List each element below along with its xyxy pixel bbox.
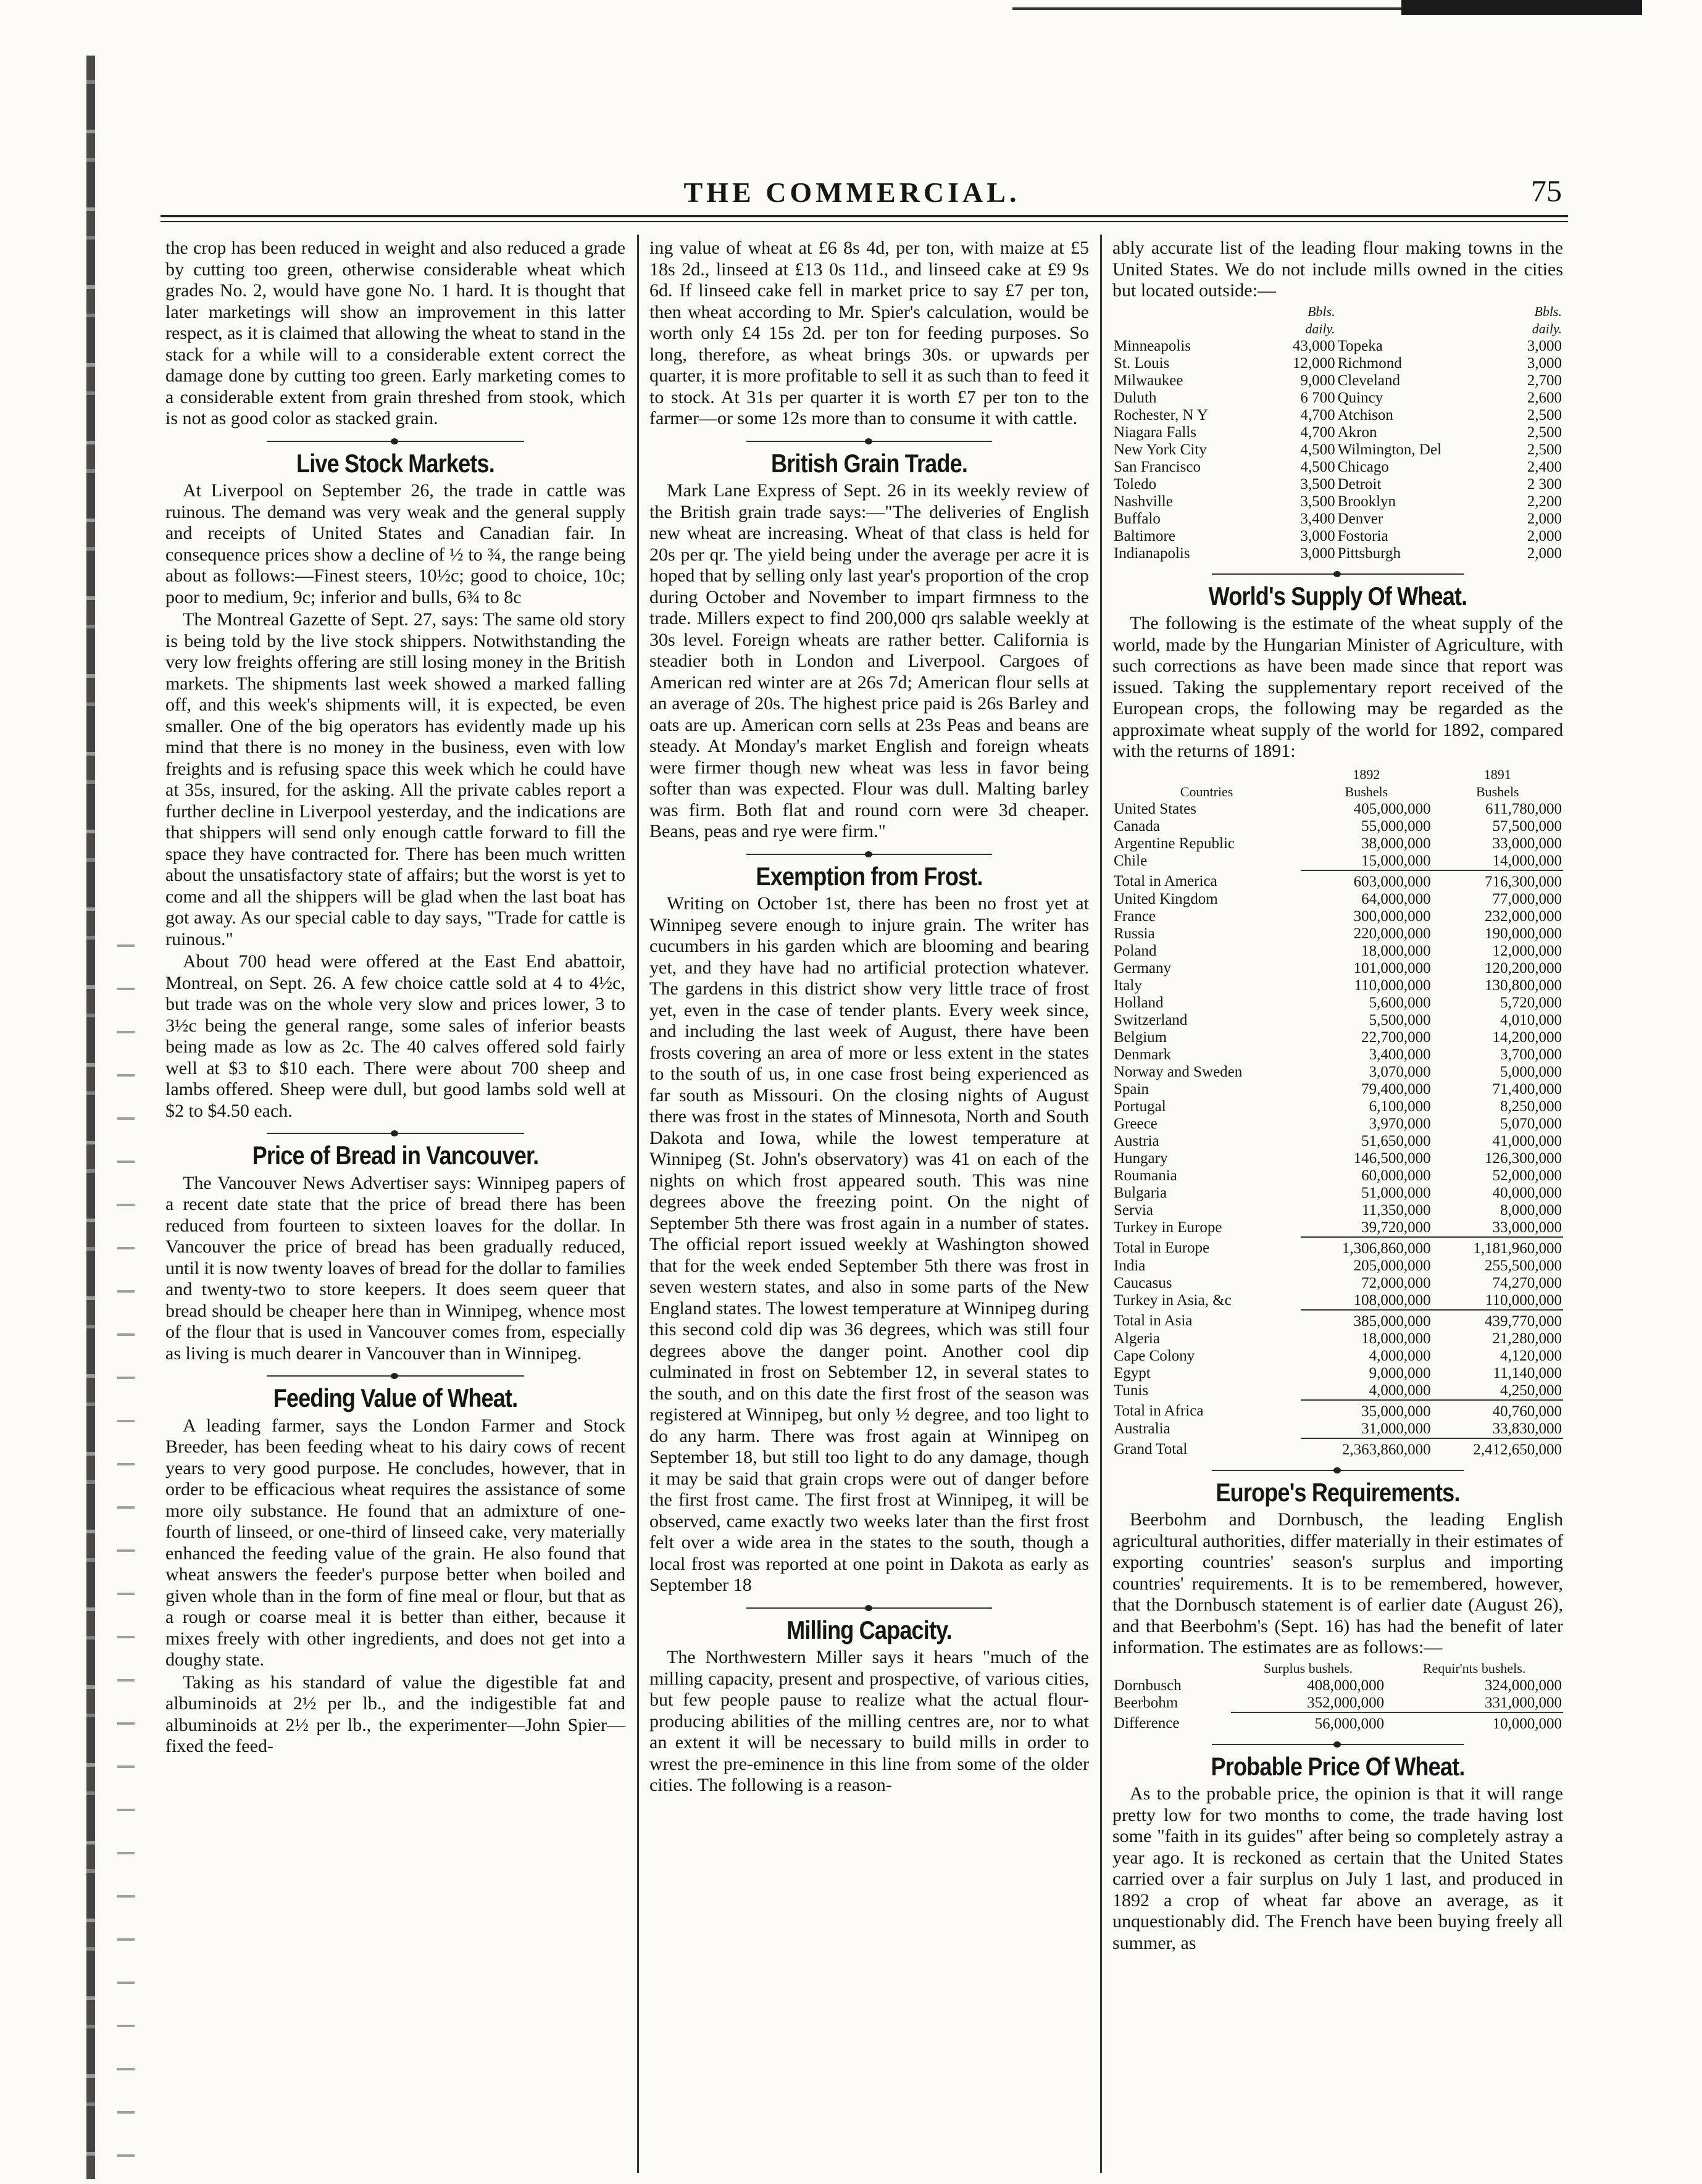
cell-value: 220,000,000 (1353, 925, 1431, 942)
cell-value: 3,000 (1527, 354, 1562, 372)
cell-value: 2,000 (1527, 510, 1562, 527)
table-row (1112, 1237, 1563, 1257)
heading-feeding-value: Feeding Value of Wheat. (273, 1383, 518, 1412)
cell-label: Richmond (1337, 354, 1402, 372)
cell-value: 2,200 (1527, 493, 1562, 510)
cell-value: 1,181,960,000 (1432, 1237, 1563, 1257)
table-row (1112, 1012, 1563, 1029)
cell-label: Toledo (1114, 475, 1157, 493)
cell-label: Minneapolis (1114, 337, 1191, 354)
cell-label: Milwaukee (1114, 372, 1183, 389)
heading-probable-price: Probable Price Of Wheat. (1211, 1751, 1465, 1781)
cell-value: 18,000,000 (1361, 942, 1431, 959)
cell-value: 3,400 (1300, 510, 1335, 527)
cell-value: 12,000,000 (1492, 942, 1562, 959)
cell-value: 33,000,000 (1492, 835, 1562, 852)
cell-label: United States (1114, 800, 1197, 817)
table-row (1112, 1382, 1563, 1400)
cell-value: 10,000,000 (1385, 1712, 1563, 1733)
cell-label: Argentine Republic (1114, 835, 1235, 852)
cell-label: Nashville (1114, 493, 1173, 510)
cell-value: 40,760,000 (1432, 1400, 1563, 1420)
cell-value: 5,600,000 (1369, 994, 1431, 1011)
table-row (1112, 1081, 1563, 1098)
table-row (1112, 1133, 1563, 1150)
cell-label: St. Louis (1114, 354, 1170, 372)
paragraph: Beerbohm and Dornbusch, the leading English agricultural authorities, differ materially in their estimates of exporting countries' season's surplus and importing countries' requirements. It is to be remembered, however, that the Dornbusch statement is of earlier date (August 26), and that Beerbohm's (Sept. 16) has had the benefit of later information. The estimates are as follows:— (1112, 1509, 1563, 1657)
cell-value: 9,000,000 (1369, 1364, 1431, 1382)
cell-label: Brooklyn (1337, 493, 1396, 510)
table-row (1112, 424, 1563, 441)
col-header-requirements: Requir'nts bushels. (1422, 1660, 1526, 1676)
cell-value: 57,500,000 (1492, 817, 1562, 835)
cell-label: Algeria (1114, 1330, 1160, 1347)
cell-value: 4,010,000 (1500, 1011, 1562, 1028)
cell-value: 79,400,000 (1361, 1080, 1431, 1098)
cell-value: 11,140,000 (1493, 1364, 1562, 1382)
cell-value: 3,700,000 (1500, 1046, 1562, 1063)
cell-value: 2,500 (1527, 406, 1562, 423)
cell-value: 300,000,000 (1353, 907, 1431, 925)
table-row (1112, 1365, 1563, 1382)
paragraph: The following is the estimate of the wheat supply of the world, made by the Hungarian Minister of Agriculture, with such corrections as have been made since that report was issued. Taking the supplementary report received of the European crops, the following may be regarded as the approximate wheat supply of the world for 1892, compared with the returns of 1891: (1112, 613, 1563, 761)
cell-value: 18,000,000 (1361, 1330, 1431, 1347)
cell-value: 39,720,000 (1361, 1219, 1431, 1236)
cell-value: 385,000,000 (1301, 1310, 1432, 1330)
col-header-countries: Countries (1180, 783, 1233, 799)
table-row (1112, 925, 1563, 943)
cell-value: 38,000,000 (1361, 835, 1431, 852)
cell-label: Spain (1114, 1080, 1149, 1098)
separator (649, 851, 1089, 857)
cell-value: 21,280,000 (1492, 1330, 1562, 1347)
heading-live-stock: Live Stock Markets. (296, 448, 494, 478)
cell-label: Topeka (1337, 337, 1383, 354)
mills-table (1112, 303, 1563, 562)
cell-label: France (1114, 907, 1156, 925)
cell-value: 56,000,000 (1231, 1712, 1385, 1733)
cell-value: 126,300,000 (1485, 1149, 1562, 1167)
separator (649, 438, 1089, 444)
cell-value: 2,000 (1527, 527, 1562, 544)
table-row (1112, 407, 1563, 424)
cell-value: 6 700 (1300, 389, 1335, 406)
cell-value: 22,700,000 (1361, 1028, 1431, 1046)
separator (1112, 1741, 1563, 1748)
cell-label: Baltimore (1114, 527, 1175, 544)
table-row (1112, 372, 1563, 390)
cell-value: 31,000,000 (1361, 1420, 1431, 1437)
col-header-surplus: Surplus bushels. (1263, 1660, 1353, 1676)
table-row (1112, 1219, 1563, 1237)
cell-label: Fostoria (1337, 527, 1388, 544)
table-row (1112, 835, 1563, 852)
milling-continued: ably accurate list of the leading flour making towns in the United States. We do not include mills owned in the cities but located outside:— (1112, 238, 1563, 301)
cell-value: 4,500 (1300, 458, 1335, 475)
cell-value: 205,000,000 (1353, 1257, 1431, 1274)
cell-value: 51,000,000 (1361, 1184, 1431, 1201)
cell-value: 2,363,860,000 (1301, 1438, 1432, 1459)
cell-value: 8,250,000 (1500, 1098, 1562, 1115)
cell-value: 352,000,000 (1307, 1694, 1385, 1711)
col-header-unit: Bushels (1345, 783, 1388, 799)
cell-value: 4,250,000 (1500, 1382, 1562, 1399)
table-row (1112, 870, 1563, 891)
paragraph: The Vancouver News Advertiser says: Winnipeg papers of a recent date state that the price of bread there has been reduced from fourteen to sixteen loaves for the dollar. In Vancouver the price of bread has been gradually reduced, until it is now twenty loaves of bread for the dollar to families and twenty-two to store keepers. It does seem queer that bread should be cheaper here than in Winnipeg, whence most of the flour that is used in Vancouver comes from, especially as living is much dearer in Vancouver than in Winnipeg. (165, 1172, 625, 1364)
cell-label: Greece (1114, 1115, 1158, 1132)
crop-paragraph: the crop has been reduced in weight and also reduced a grade by cutting too green, otherwise considerable wheat which grades No. 2, would have gone No. 1 hard. It is thought that later marketings will show an improvement in this latter respect, as it is claimed that allowing the wheat to stand in the stack for a while will to a considerable extent correct the damage done by cutting too green. Early marketing comes to a considerable extent from grain threshed from stook, which is not as good color as stacked grain. (165, 238, 625, 428)
page-number: 75 (1531, 173, 1562, 208)
table-row (1112, 852, 1563, 870)
cell-value: 11,350,000 (1362, 1201, 1431, 1219)
table-row (1112, 1275, 1563, 1292)
cell-value: 439,770,000 (1432, 1310, 1563, 1330)
cell-label: Hungary (1114, 1149, 1168, 1167)
cell-label: Niagara Falls (1114, 423, 1196, 441)
table-row (1112, 459, 1563, 476)
cell-value: 3,000 (1300, 544, 1335, 562)
cell-label: Grand Total (1114, 1440, 1188, 1457)
table-row (1112, 338, 1563, 355)
cell-label: Wilmington, Del (1337, 441, 1442, 458)
cell-value: 101,000,000 (1353, 959, 1431, 977)
table-row (1112, 891, 1563, 908)
cell-label: Italy (1114, 977, 1142, 994)
cell-value: 5,000,000 (1500, 1063, 1562, 1080)
heading-bread-vancouver: Price of Bread in Vancouver. (252, 1141, 539, 1170)
unit-label: Bbls. (1534, 303, 1562, 319)
cell-value: 74,270,000 (1492, 1274, 1562, 1291)
cell-value: 611,780,000 (1485, 800, 1562, 817)
cell-label: Holland (1114, 994, 1164, 1011)
cell-label: Caucasus (1114, 1274, 1172, 1291)
cell-value: 190,000,000 (1485, 925, 1562, 942)
table-row (1112, 960, 1563, 977)
cell-label: Denmark (1114, 1046, 1172, 1063)
wheat-supply-table (1112, 766, 1563, 1459)
cell-value: 2,600 (1527, 389, 1562, 406)
cell-value: 33,000,000 (1492, 1219, 1562, 1236)
top-scan-bar (1012, 0, 1642, 19)
cell-label: Quincy (1337, 389, 1383, 406)
cell-value: 331,000,000 (1485, 1694, 1562, 1711)
cell-value: 3,070,000 (1369, 1063, 1431, 1080)
cell-label: Australia (1114, 1420, 1170, 1437)
heading-world-supply: World's Supply Of Wheat. (1208, 581, 1467, 611)
cell-label: Switzerland (1114, 1011, 1188, 1028)
table-row (1112, 1330, 1563, 1348)
cell-label: New York City (1114, 441, 1207, 458)
cell-label: Russia (1114, 925, 1155, 942)
cell-value: 43,000 (1292, 337, 1335, 354)
cell-value: 4,120,000 (1500, 1347, 1562, 1364)
cell-value: 2,500 (1527, 441, 1562, 458)
cell-label: United Kingdom (1114, 890, 1218, 907)
cell-value: 14,200,000 (1492, 1028, 1562, 1046)
masthead-title: THE COMMERCIAL. (683, 177, 1020, 208)
cell-value: 110,000,000 (1485, 1291, 1562, 1309)
table-row (1112, 355, 1563, 372)
cell-label: Poland (1114, 942, 1157, 959)
cell-value: 52,000,000 (1492, 1167, 1562, 1184)
paragraph: The Montreal Gazette of Sept. 27, says: The same old story is being told by the live stock shippers. Notwithstanding the very low freights offering are still losing money in the British markets. The shipments last week showed a marked falling off, and this week's shipments will, it is expected, be even smaller. One of the big operators has evidently made up his mind that there is no money in the business, even with low freights and is refusing space this week which he could have at 35s, insured, for the asking. All the private cables report a further decline in Liverpool yesterday, and the indications are that shippers will send only enough cattle forward to fill the space they have contracted for. There has been much written about the unsatisfactory state of affairs; but the worst is yet to come and all the shippers will be glad when the last boat has got away. As our special cable to day says, "Trade for cattle is ruinous." (165, 609, 625, 949)
cell-label: Cape Colony (1114, 1347, 1195, 1364)
table-row (1112, 493, 1563, 511)
cell-value: 8,000,000 (1500, 1201, 1562, 1219)
paragraph: Mark Lane Express of Sept. 26 in its weekly review of the British grain trade says:—"The deliveries of English new wheat are increasing. Wheat of that class is held for 20s per qr. The yield being under the average per acre it is hoped that by selling only last year's proportion of the crop during October and November to impart firmness to the trade. Millers expect to find 200,000 qrs salable weekly at 30s level. Foreign wheats are rather better. California is steadier both in London and Liverpool. Cargoes of American red winter are at 26s 7d; American flour sells at an average of 20s. The highest price paid is 26s Barley and oats are up. American corn sells at 23s Peas and beans are steady. At Monday's market English and foreign wheats were firmer though new wheat was less in favor being softer than was expected. Flour was dull. Malting barley was firm. Both flat and round corn were 3d cheaper. Beans, peas and rye were firm." (649, 480, 1089, 841)
cell-label: Cleveland (1337, 372, 1400, 389)
cell-value: 55,000,000 (1361, 817, 1431, 835)
table-row (1112, 943, 1563, 960)
cell-label: Indianapolis (1114, 544, 1190, 562)
paragraph: About 700 head were offered at the East End abattoir, Montreal, on Sept. 26. A few choice cattle sold at 4 to 4½c, but trade was on the whole very slow and prices lower, 3 to 3½c being the general range, some sales of inferior beasts being made as low as 2c. The 40 calves offered sold fairly well at $3 to $10 each. There were about 700 sheep and lambs offered. Sheep were dull, but good lambs sold well at $2 to $4.50 each. (165, 951, 625, 1121)
cell-value: 3,000 (1300, 527, 1335, 544)
cell-label: Bulgaria (1114, 1184, 1167, 1201)
table-row (1112, 528, 1563, 545)
cell-label: Belgium (1114, 1028, 1167, 1046)
cell-value: 51,650,000 (1361, 1132, 1431, 1149)
cell-value: 3,000 (1527, 337, 1562, 354)
table-row (1112, 1348, 1563, 1365)
cell-label: Duluth (1114, 389, 1157, 406)
cell-value: 5,070,000 (1500, 1115, 1562, 1132)
table-row (1112, 801, 1563, 818)
cell-value: 405,000,000 (1353, 800, 1431, 817)
cell-label: Buffalo (1114, 510, 1161, 527)
table-row (1112, 1257, 1563, 1275)
cell-value: 108,000,000 (1353, 1291, 1431, 1309)
col-header-unit: Bushels (1475, 783, 1519, 799)
cell-value: 5,720,000 (1500, 994, 1562, 1011)
cell-value: 1,306,860,000 (1301, 1237, 1432, 1257)
table-row (1112, 1438, 1563, 1459)
cell-value: 2,000 (1527, 544, 1562, 562)
binding-edge (86, 56, 95, 2179)
table-row (1112, 977, 1563, 994)
table-row (1112, 1202, 1563, 1219)
separator (649, 1605, 1089, 1611)
column-divider-2 (1100, 235, 1102, 2173)
cell-value: 4,700 (1300, 406, 1335, 423)
cell-value: 4,700 (1300, 423, 1335, 441)
cell-label: Tunis (1114, 1382, 1149, 1399)
cell-label: Egypt (1114, 1364, 1151, 1382)
cell-value: 14,000,000 (1492, 852, 1562, 869)
cell-value: 72,000,000 (1361, 1274, 1431, 1291)
cell-value: 146,500,000 (1353, 1149, 1431, 1167)
cell-label: Pittsburgh (1337, 544, 1401, 562)
col-header-1891: 1891 (1483, 766, 1511, 782)
cell-label: Dornbusch (1114, 1677, 1182, 1694)
table-row (1112, 1046, 1563, 1064)
cell-value: 3,500 (1300, 493, 1335, 510)
cell-value: 4,000,000 (1369, 1382, 1431, 1399)
feeding-continued: ing value of wheat at £6 8s 4d, per ton, with maize at £5 18s 2d., linseed at £13 0s 11d., and linseed cake at £9 9s 6d. If linseed cake fell in market price to say £7 per ton, then wheat according to Mr. Spier's calculation, would be worth only £4 15s 2d. per ton for feeding purposes. So long, therefore, as wheat brings 30s. or upwards per quarter, it is more profitable to sell it as such than to feed it to stock. At 31s per quarter it is worth £7 per ton to the farmer—or some 12s more than to consume it with cattle. (649, 238, 1089, 428)
cell-value: 324,000,000 (1485, 1677, 1562, 1694)
paragraph: A leading farmer, says the London Farmer and Stock Breeder, has been feeding wheat to his dairy cows of recent years to very good purpose. He concludes, however, that in order to be efficacious wheat requires the assistance of some more oily substance. He found that an admixture of one-fourth of linseed, or one-third of linseed cake, very materially enhanced the feeding value of the grain. He also found that wheat answers the feeder's purpose better when boiled and given whole than in the form of fine meal or flour, but that as a rough or coarse meal it is better than either, because it mixes freely with other ingredients, and does not get into a doughy state. (165, 1415, 625, 1670)
table-row (1112, 1420, 1563, 1438)
column-divider-1 (637, 235, 639, 2173)
cell-label: Denver (1337, 510, 1383, 527)
cell-value: 232,000,000 (1485, 907, 1562, 925)
header-rule (161, 215, 1568, 217)
heading-milling-capacity: Milling Capacity. (786, 1615, 952, 1644)
cell-label: Norway and Sweden (1114, 1063, 1243, 1080)
paragraph: As to the probable price, the opinion is that it will range pretty low for two months to come, the trade having lost some "faith in its guides" after being so completely astray a year ago. It is reckoned as certain that the United States carried over a fair surplus on July 1 last, and produced in 1892 a crop of wheat far above an average, as it unquestionably did. The French have been buying freely all summer, as (1112, 1783, 1563, 1953)
cell-value: 2 300 (1527, 475, 1562, 493)
binding-shadow (117, 926, 135, 2161)
table-row (1112, 511, 1563, 528)
cell-value: 9,000 (1300, 372, 1335, 389)
cell-label: Total in America (1114, 872, 1217, 890)
cell-label: Portugal (1114, 1098, 1166, 1115)
separator (165, 1373, 625, 1379)
cell-label: Servia (1114, 1201, 1153, 1219)
cell-value: 12,000 (1292, 354, 1335, 372)
cell-label: Difference (1114, 1714, 1180, 1732)
cell-label: Canada (1114, 817, 1160, 835)
table-row (1112, 1064, 1563, 1081)
paragraph: The Northwestern Miller says it hears "much of the milling capacity, present and prospective, of various cities, but few people pause to realize what the actual flour-producing abilities of the milling centres are, nor to what an extent it will be necessary to build mills in order to wrest the pre-eminence in this line from some of the older cities. The following is a reason- (649, 1647, 1089, 1795)
cell-label: Turkey in Europe (1114, 1219, 1222, 1236)
column-1 (165, 238, 625, 1759)
table-row (1112, 908, 1563, 925)
table-row (1112, 1677, 1563, 1694)
cell-value: 4,000,000 (1369, 1347, 1431, 1364)
heading-europe-requirements: Europe's Requirements. (1216, 1477, 1460, 1507)
table-row (1112, 1029, 1563, 1046)
cell-label: Austria (1114, 1132, 1159, 1149)
cell-label: Detroit (1337, 475, 1382, 493)
paragraph: Writing on October 1st, there has been no frost yet at Winnipeg severe enough to injure grain. The writer has cucumbers in his garden which are blooming and bearing yet, and they have had no artificial protection whatever. The gardens in this district show very little trace of frost yet, even in the case of tender plants. Every week since, and including the last week of August, there have been frosts covering an area of more or less extent in the states to the south of us, in one case frost being experienced as far south as Missouri. On the closing nights of August there was frost in the states of Minnesota, North and South Dakota and Iowa, while the lowest temperature at Winnipeg (St. John's observatory) was 41 on each of the nights on which frost appeared south. This was nine degrees above the freezing point. On the night of September 5th there was frost again in a number of states. The official report issued weekly at Washington showed that for the week ended September 5th there was frost in seven western states, and also in some parts of the New England states. The lowest temperature at Winnipeg during this second cold dip was 36 degrees, which was still four degrees above the danger point. Another cool dip culminated in frost on Sebtember 12, in several states to the south, and on this date the first frost of the season was registered at Winnipeg, but only ½ degree, and too light to do any harm. There was frost again at Winnipeg on September 18, but still too light to do any damage, though it may be said that grain crops were out of danger before the first frost came. The first frost at Winnipeg, it will be observed, came exactly two weeks later than the first frost felt over a wide area in the states to the south, though a local frost was reported at one point in Dakota as early as September 18 (649, 893, 1089, 1595)
cell-label: Chile (1114, 852, 1148, 869)
cell-value: 2,400 (1527, 458, 1562, 475)
table-row (1112, 1098, 1563, 1115)
col-header-1892: 1892 (1353, 766, 1380, 782)
table-row (1112, 1150, 1563, 1167)
cell-value: 3,970,000 (1369, 1115, 1431, 1132)
cell-value: 130,800,000 (1485, 977, 1562, 994)
table-row (1112, 1115, 1563, 1133)
table-row (1112, 1310, 1563, 1330)
cell-label: Beerbohm (1114, 1694, 1178, 1711)
table-row (1112, 545, 1563, 562)
cell-value: 603,000,000 (1301, 870, 1432, 891)
cell-label: Rochester, N Y (1114, 406, 1208, 423)
cell-label: Atchison (1337, 406, 1393, 423)
unit-label-2: daily. (1532, 320, 1562, 336)
cell-label: San Francisco (1114, 458, 1201, 475)
table-row (1112, 1292, 1563, 1310)
cell-value: 120,200,000 (1485, 959, 1562, 977)
heading-exemption-frost: Exemption from Frost. (756, 861, 983, 891)
cell-value: 40,000,000 (1492, 1184, 1562, 1201)
cell-value: 33,830,000 (1492, 1420, 1562, 1437)
unit-label-2: daily. (1305, 320, 1335, 336)
table-row (1112, 441, 1563, 459)
column-3 (1112, 238, 1563, 1955)
cell-value: 408,000,000 (1307, 1677, 1385, 1694)
cell-value: 2,412,650,000 (1432, 1438, 1563, 1459)
paragraph: Taking as his standard of value the digestible fat and albuminoids at 2½ per lb., and the indigestible fat and albuminoids at 2½ per lb., the experimenter—John Spier—fixed the feed- (165, 1672, 625, 1756)
table-row (1112, 818, 1563, 835)
cell-value: 41,000,000 (1492, 1132, 1562, 1149)
table-row (1112, 994, 1563, 1012)
cell-value: 255,500,000 (1485, 1257, 1562, 1274)
table-row (1112, 390, 1563, 407)
cell-label: Roumania (1114, 1167, 1177, 1184)
table-row (1112, 1712, 1563, 1733)
separator (165, 1130, 625, 1136)
column-2 (649, 238, 1089, 1798)
cell-value: 6,100,000 (1369, 1098, 1431, 1115)
cell-value: 71,400,000 (1492, 1080, 1562, 1098)
table-row (1112, 1694, 1563, 1712)
cell-value: 64,000,000 (1361, 890, 1431, 907)
unit-label: Bbls. (1307, 303, 1335, 319)
cell-value: 4,500 (1300, 441, 1335, 458)
cell-label: Total in Africa (1114, 1402, 1204, 1419)
table-row (1112, 1400, 1563, 1420)
cell-value: 716,300,000 (1432, 870, 1563, 891)
cell-value: 5,500,000 (1369, 1011, 1431, 1028)
cell-label: Total in Asia (1114, 1312, 1193, 1329)
separator (1112, 571, 1563, 577)
separator (165, 438, 625, 444)
cell-value: 3,400,000 (1369, 1046, 1431, 1063)
separator (1112, 1467, 1563, 1473)
table-row (1112, 476, 1563, 493)
cell-value: 77,000,000 (1492, 890, 1562, 907)
table-row (1112, 1185, 1563, 1202)
cell-label: Akron (1337, 423, 1377, 441)
cell-value: 15,000,000 (1361, 852, 1431, 869)
cell-value: 2,500 (1527, 423, 1562, 441)
cell-value: 110,000,000 (1354, 977, 1431, 994)
requirements-table (1112, 1660, 1563, 1733)
cell-value: 35,000,000 (1301, 1400, 1432, 1420)
cell-label: Chicago (1337, 458, 1389, 475)
cell-label: India (1114, 1257, 1146, 1274)
cell-label: Germany (1114, 959, 1172, 977)
cell-value: 3,500 (1300, 475, 1335, 493)
header-rule-thin (161, 221, 1568, 222)
cell-value: 60,000,000 (1361, 1167, 1431, 1184)
heading-british-grain: British Grain Trade. (770, 448, 968, 478)
table-row (1112, 1167, 1563, 1185)
cell-value: 2,700 (1527, 372, 1562, 389)
cell-label: Total in Europe (1114, 1239, 1210, 1256)
paragraph: At Liverpool on September 26, the trade in cattle was ruinous. The demand was very weak and the general supply and receipts of United States and Canadian fair. In consequence prices show a decline of ½ to ¾, the range being about as follows:—Finest steers, 10½c; good to choice, 10c; poor to medium, 9c; inferior and bulls, 6¾ to 8c (165, 480, 625, 607)
cell-label: Turkey in Asia, &c (1114, 1291, 1232, 1309)
